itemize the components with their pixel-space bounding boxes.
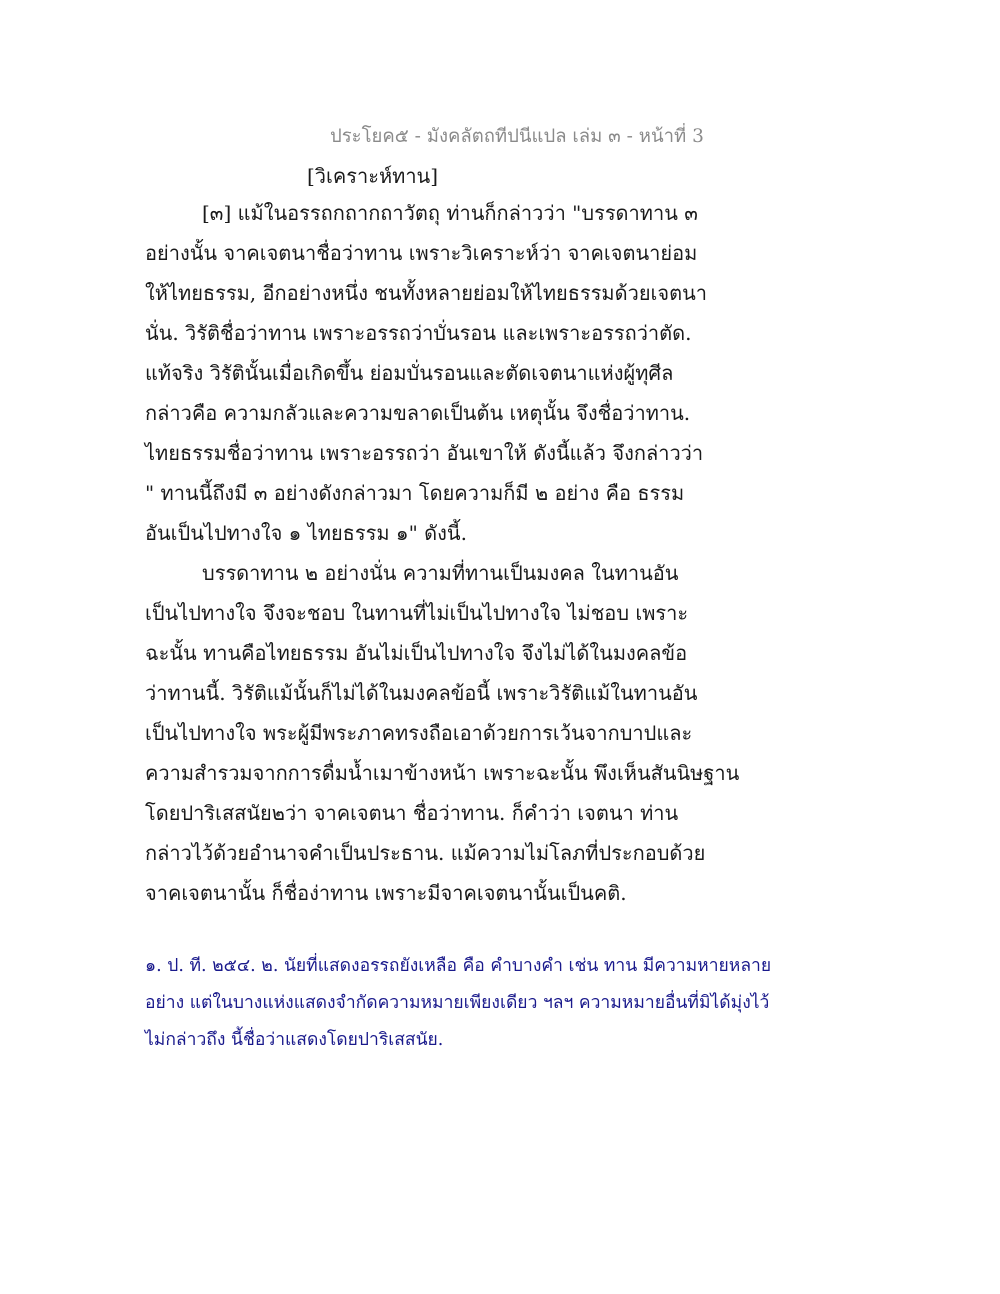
paragraph-line: ฉะนั้น ทานคือไทยธรรม อันไม่เป็นไปทางใจ จึงไม่ได้ในมงคลข้อ: [145, 641, 688, 665]
paragraph-2: [145, 553, 740, 913]
paragraph-line: โดยปาริเสสนัย๒ว่า จาคเจตนา ชื่อว่าทาน. ก็คำว่า เจตนา ท่าน: [145, 801, 679, 825]
footnote-line: อย่าง แต่ในบางแห่งแสดงจำกัดความหมายเพียงเดียว ฯลฯ ความหมายอื่นที่มิได้มุ่งไว้: [145, 993, 770, 1013]
paragraph-line: นั่น. วิรัติชื่อว่าทาน เพราะอรรถว่าบั่นรอน และเพราะอรรถว่าตัด.: [145, 321, 692, 345]
footnotes: [145, 948, 785, 1059]
footnote-line: ไม่กล่าวถึง นี้ชื่อว่าแสดงโดยปาริเสสนัย.: [145, 1030, 444, 1050]
paragraph-1: [145, 193, 705, 553]
paragraph-line: ความสำรวมจากการดื่มน้ำเมาข้างหน้า เพราะฉะนั้น พึงเห็นสันนิษฐาน: [145, 761, 740, 785]
paragraph-line: " ทานนี้ถึงมี ๓ อย่างดังกล่าวมา โดยความก็มี ๒ อย่าง คือ ธรรม: [145, 481, 685, 505]
paragraph-line: กล่าวไว้ด้วยอำนาจคำเป็นประธาน. แม้ความไม่โลภที่ประกอบด้วย: [145, 841, 706, 865]
paragraph-line: อันเป็นไปทางใจ ๑ ไทยธรรม ๑" ดังนี้.: [145, 521, 467, 545]
page-header: ประโยค๕ - มังคลัตถทีปนีแปล เล่ม ๓ - หน้าที่ 3: [330, 126, 704, 147]
paragraph-line: [๓] แม้ในอรรถกถากถาวัตถุ ท่านก็กล่าวว่า "บรรดาทาน ๓: [202, 201, 698, 225]
paragraph-line: บรรดาทาน ๒ อย่างนั่น ความที่ทานเป็นมงคล ในทานอัน: [202, 561, 679, 585]
paragraph-line: แท้จริง วิรัตินั้นเมื่อเกิดขึ้น ย่อมบั่นรอนและตัดเจตนาแห่งผู้ทุศีล: [145, 361, 674, 385]
paragraph-line: อย่างนั้น จาคเจตนาชื่อว่าทาน เพราะวิเคราะห์ว่า จาคเจตนาย่อม: [145, 241, 698, 265]
paragraph-line: จาคเจตนานั้น ก็ชื่อง่าทาน เพราะมีจาคเจตนานั้นเป็นคติ.: [145, 881, 627, 905]
paragraph-line: เป็นไปทางใจ จึงจะชอบ ในทานที่ไม่เป็นไปทางใจ ไม่ชอบ เพราะ: [145, 601, 689, 625]
section-heading: [วิเคราะห์ทาน]: [307, 164, 439, 188]
footnote-line: ๑. ป. ที. ๒๕๔. ๒. นัยที่แสดงอรรถยังเหลือ คือ คำบางคำ เช่น ทาน มีความหายหลาย: [145, 956, 772, 976]
paragraph-line: ให้ไทยธรรม, อีกอย่างหนึ่ง ชนทั้งหลายย่อมให้ไทยธรรมด้วยเจตนา: [145, 281, 707, 305]
paragraph-line: ไทยธรรมชื่อว่าทาน เพราะอรรถว่า อันเขาให้ ดังนี้แล้ว จึงกล่าวว่า: [145, 441, 704, 465]
paragraph-line: ว่าทานนี้. วิรัติแม้นั้นก็ไม่ได้ในมงคลข้อนี้ เพราะวิรัติแม้ในทานอัน: [145, 681, 698, 705]
paragraph-line: กล่าวคือ ความกลัวและความขลาดเป็นต้น เหตุนั้น จึงชื่อว่าทาน.: [145, 401, 691, 425]
paragraph-line: เป็นไปทางใจ พระผู้มีพระภาคทรงถือเอาด้วยการเว้นจากบาปและ: [145, 721, 693, 745]
